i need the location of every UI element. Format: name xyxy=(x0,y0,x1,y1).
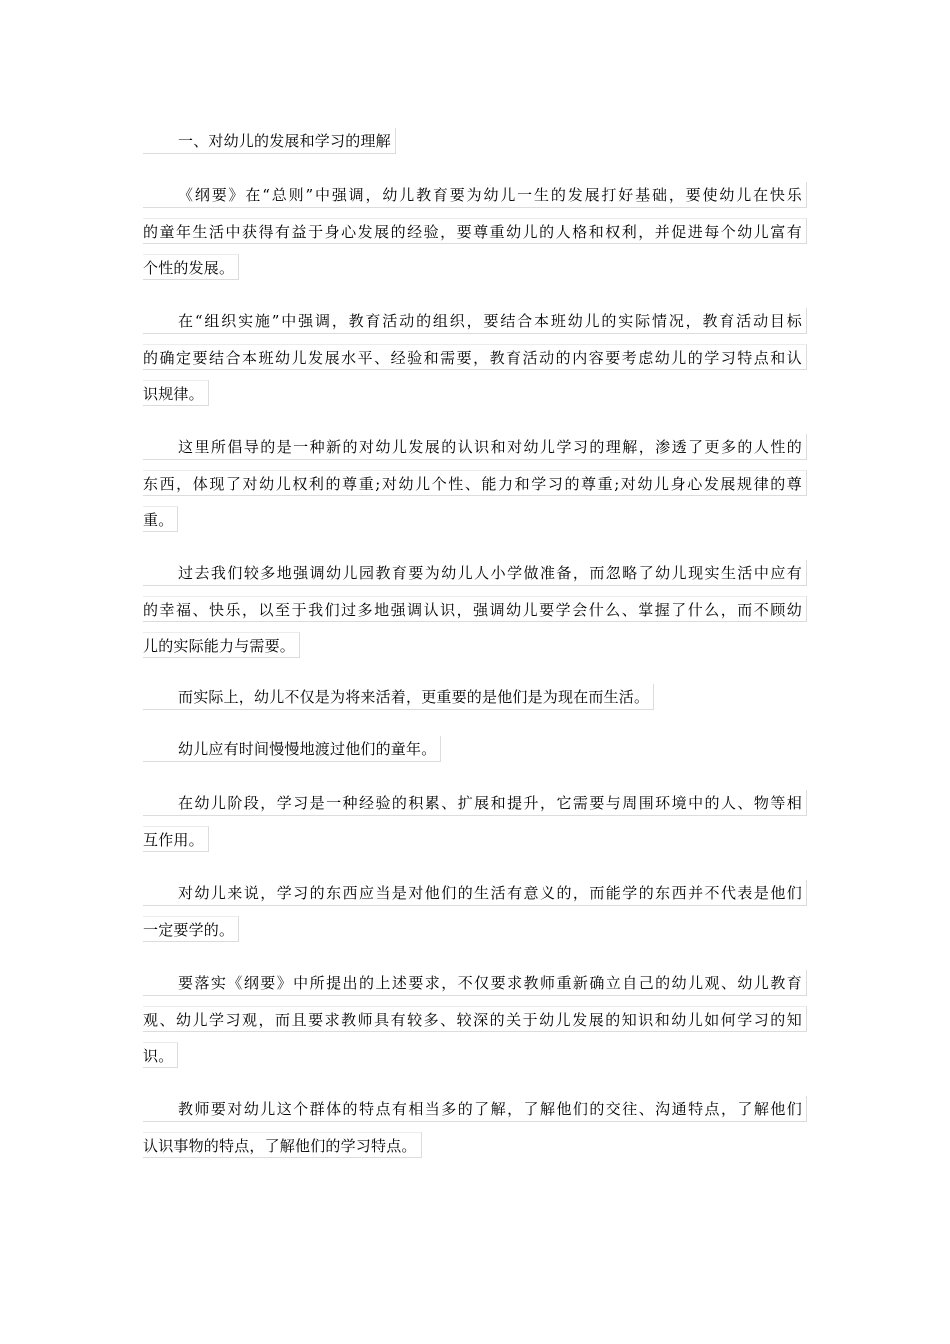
heading-text: 一、对幼儿的发展和学习的理解 xyxy=(143,128,396,154)
paragraph-line: 过去我们较多地强调幼儿园教育要为幼儿人小学做准备，而忽略了幼儿现实生活中应有 xyxy=(143,560,807,586)
paragraph xyxy=(143,550,807,658)
paragraph-line: 重。 xyxy=(143,506,178,532)
paragraph-line: 这里所倡导的是一种新的对幼儿发展的认识和对幼儿学习的理解，渗透了更多的人性的 xyxy=(143,434,807,460)
paragraph-line: 观、幼儿学习观，而且要求教师具有较多、较深的关于幼儿发展的知识和幼儿如何学习的知 xyxy=(143,1006,807,1032)
paragraph xyxy=(143,726,807,762)
paragraph-line: 教师要对幼儿这个群体的特点有相当多的了解，了解他们的交往、沟通特点，了解他们 xyxy=(143,1096,807,1122)
paragraph xyxy=(143,870,807,942)
paragraph-line: 的确定要结合本班幼儿发展水平、经验和需要，教育活动的内容要考虑幼儿的学习特点和认 xyxy=(143,344,807,370)
paragraph-line: 互作用。 xyxy=(143,826,209,852)
paragraph xyxy=(143,298,807,406)
paragraph xyxy=(143,780,807,852)
paragraph-line: 的幸福、快乐，以至于我们过多地强调认识，强调幼儿要学会什么、掌握了什么，而不顾幼 xyxy=(143,596,807,622)
paragraph-line: 东西，体现了对幼儿权利的尊重;对幼儿个性、能力和学习的尊重;对幼儿身心发展规律的尊 xyxy=(143,470,807,496)
paragraph-line: 认识事物的特点，了解他们的学习特点。 xyxy=(143,1132,422,1158)
paragraph xyxy=(143,960,807,1068)
paragraph xyxy=(143,424,807,532)
paragraph-line: 幼儿应有时间慢慢地渡过他们的童年。 xyxy=(143,736,441,762)
paragraph xyxy=(143,674,807,710)
paragraph-line: 在“组织实施”中强调，教育活动的组织，要结合本班幼儿的实际情况，教育活动目标 xyxy=(143,308,807,334)
section-heading xyxy=(143,118,807,154)
paragraph xyxy=(143,1086,807,1158)
paragraph-line: 对幼儿来说，学习的东西应当是对他们的生活有意义的，而能学的东西并不代表是他们 xyxy=(143,880,807,906)
paragraph-line: 要落实《纲要》中所提出的上述要求，不仅要求教师重新确立自己的幼儿观、幼儿教育 xyxy=(143,970,807,996)
paragraph-line: 的童年生活中获得有益于身心发展的经验，要尊重幼儿的人格和权利，并促进每个幼儿富有 xyxy=(143,218,807,244)
paragraph-line: 而实际上，幼儿不仅是为将来活着，更重要的是他们是为现在而生活。 xyxy=(143,684,654,710)
paragraph-line: 《纲要》在“总则”中强调，幼儿教育要为幼儿一生的发展打好基础，要使幼儿在快乐 xyxy=(143,182,807,208)
paragraph-line: 一定要学的。 xyxy=(143,916,239,942)
paragraph-line: 儿的实际能力与需要。 xyxy=(143,632,300,658)
paragraph-line: 识规律。 xyxy=(143,380,209,406)
paragraph xyxy=(143,172,807,280)
paragraph-line: 在幼儿阶段，学习是一种经验的积累、扩展和提升，它需要与周围环境中的人、物等相 xyxy=(143,790,807,816)
paragraph-line: 识。 xyxy=(143,1042,178,1068)
paragraph-line: 个性的发展。 xyxy=(143,254,239,280)
